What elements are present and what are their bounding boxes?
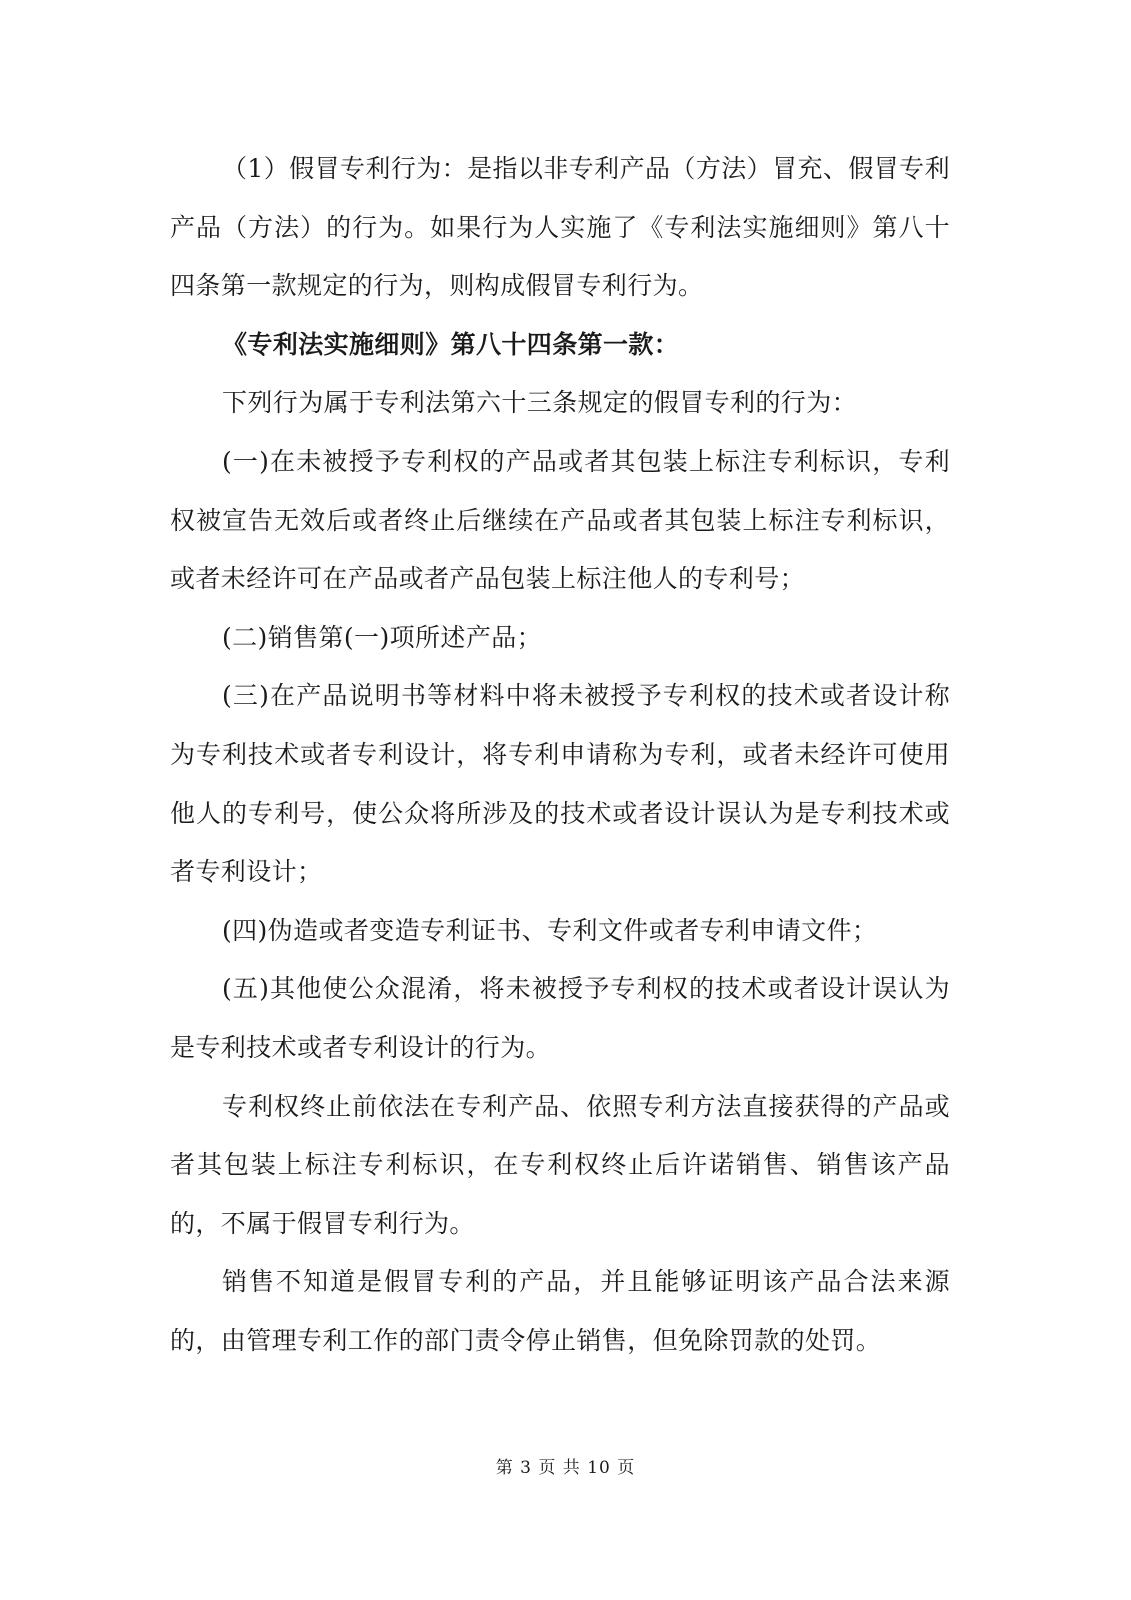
paragraph-item-2: (二)销售第(一)项所述产品； [222, 622, 543, 652]
document-body [170, 140, 950, 1370]
paragraph-rule-intro: 下列行为属于专利法第六十三条规定的假冒专利的行为： [222, 388, 858, 418]
paragraph-rule-heading: 《专利法实施细则》第八十四条第一款： [222, 329, 680, 359]
paragraph-item-3: (三)在产品说明书等材料中将未被授予专利权的技术或者设计称为专利技术或者专利设计，将专利申请称为专利，或者未经许可使用他人的专利号，使公众将所涉及的技术或者设计误认为是专利技术或者专利设计； [170, 681, 950, 887]
paragraph-item-5: (五)其他使公众混淆，将未被授予专利权的技术或者设计误认为是专利技术或者专利设计的行为。 [170, 974, 950, 1062]
paragraph-item-1: (一)在未被授予专利权的产品或者其包装上标注专利标识，专利权被宣告无效后或者终止后继续在产品或者其包装上标注专利标识，或者未经许可在产品或者产品包装上标注他人的专利号； [170, 446, 950, 594]
page-number-footer: 第 3 页 共 10 页 [495, 1458, 636, 1478]
paragraph-exception: 专利权终止前依法在专利产品、依照专利方法直接获得的产品或者其包装上标注专利标识，在专利权终止后许诺销售、销售该产品的，不属于假冒专利行为。 [170, 1091, 950, 1238]
paragraph-definition: （1）假冒专利行为：是指以非专利产品（方法）冒充、假冒专利产品（方法）的行为。如果行为人实施了《专利法实施细则》第八十四条第一款规定的行为，则构成假冒专利行为。 [170, 154, 950, 301]
paragraph-item-4: (四)伪造或者变造专利证书、专利文件或者专利申请文件； [222, 915, 878, 945]
paragraph-exemption: 销售不知道是假冒专利的产品，并且能够证明该产品合法来源的，由管理专利工作的部门责令停止销售，但免除罚款的处罚。 [170, 1267, 950, 1355]
